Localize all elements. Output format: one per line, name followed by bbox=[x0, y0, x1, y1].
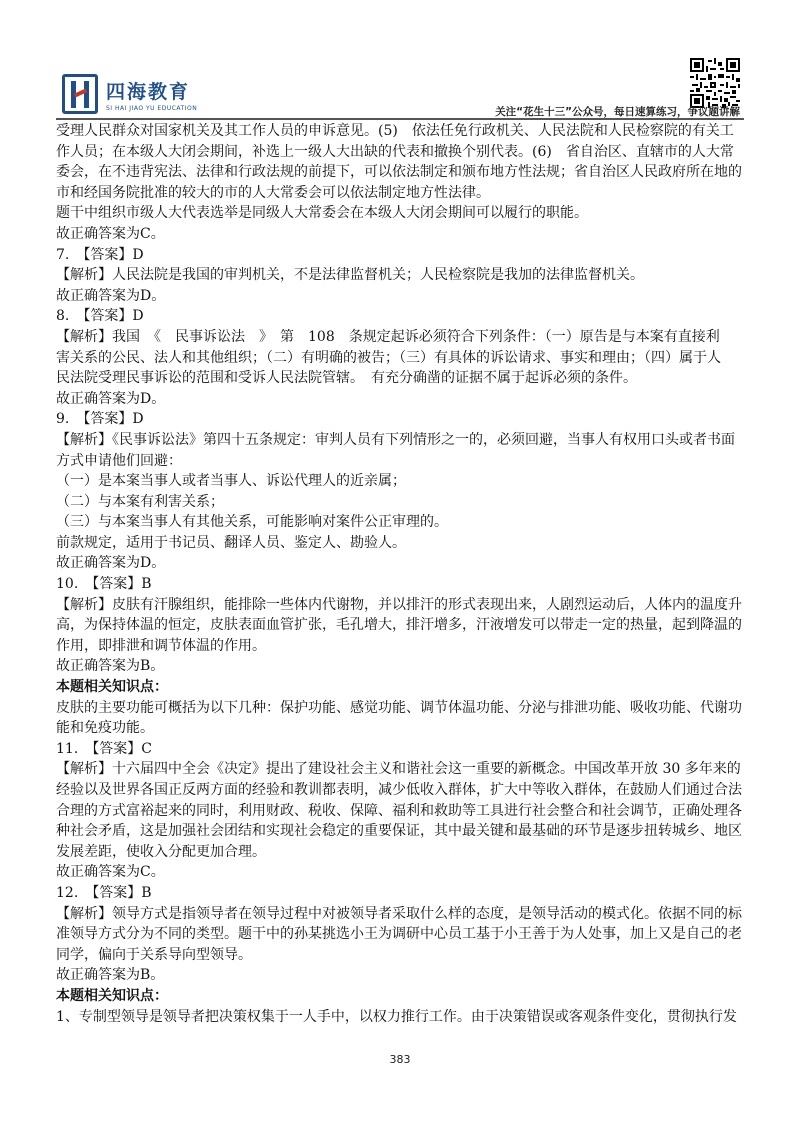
qr-code-icon bbox=[690, 58, 740, 108]
page-number: 383 bbox=[389, 1053, 411, 1066]
text-line: 害关系的公民、法人和其他组织；（二）有明确的被告；（三）有具体的诉讼请求、事实和理由；（四）属于人 bbox=[56, 349, 721, 366]
knowledge-heading: 本题相关知识点： bbox=[56, 987, 168, 1004]
question-answer-heading: 8. 【答案】D bbox=[56, 308, 144, 325]
text-line: 合理的方式富裕起来的同时，利用财政、税收、保障、福利和救助等工具进行社会整合和社会调节，正确处理各 bbox=[56, 802, 742, 819]
answer-line: 故正确答案为B。 bbox=[56, 967, 165, 984]
text-line: 作人员；在本级人大闭会期间，补选上一级人大出缺的代表和撤换个别代表。(6) 省自治区、直辖市的人大常 bbox=[56, 143, 734, 160]
answer-line: 故正确答案为D。 bbox=[56, 555, 166, 572]
text-line: 作用，即排泄和调节体温的作用。 bbox=[56, 637, 266, 654]
analysis-line: 【解析】我国 《 民事诉讼法 》 第 108 条规定起诉必须符合下列条件：（一）原告是与本案有直接利 bbox=[56, 328, 720, 345]
answer-line: 故正确答案为D。 bbox=[56, 287, 166, 304]
header-slogan: 关注“花生十三”公众号，每日速算练习，争议题讲解 bbox=[495, 106, 740, 118]
text-line: 皮肤的主要功能可概括为以下几种：保护功能、感觉功能、调节体温功能、分泌与排泄功能、吸收功能、代谢功 bbox=[56, 699, 742, 716]
question-answer-heading: 9. 【答案】D bbox=[56, 411, 144, 428]
text-line: 1、专制型领导是领导者把决策权集于一人手中，以权力推行工作。由于决策错误或客观条件变化，贯彻执行发 bbox=[56, 1008, 737, 1025]
text-line: 能和免疫功能。 bbox=[56, 720, 154, 737]
text-line: 准领导方式分为不同的类型。题干中的孙某挑选小王为调研中心员工基于小王善于为人处事，加上又是自己的老 bbox=[56, 926, 742, 943]
knowledge-heading: 本题相关知识点： bbox=[56, 679, 168, 696]
answer-line: 故正确答案为B。 bbox=[56, 658, 165, 675]
text-line: 市和经国务院批准的较大的市的人大常委会可以依法制定地方性法律。 bbox=[56, 184, 490, 201]
answer-line: 故正确答案为D。 bbox=[56, 390, 166, 407]
logo-name: 四海教育 bbox=[106, 80, 191, 103]
text-line: 经验以及世界各国正反两方面的经验和教训都表明，减少低收入群体，扩大中等收入群体，在鼓励人们通过合法 bbox=[56, 782, 742, 798]
analysis-line: 【解析】领导方式是指领导者在领导过程中对被领导者采取什么样的态度，是领导活动的模式化。依据不同的标 bbox=[56, 905, 742, 922]
text-line: 题干中组织市级人大代表选举是同级人大常委会在本级人大闭会期间可以履行的职能。 bbox=[56, 205, 588, 222]
text-line: 同学，偏向于关系导向型领导。 bbox=[56, 946, 252, 963]
text-line: （一）是本案当事人或者当事人、诉讼代理人的近亲属； bbox=[56, 473, 406, 490]
text-line: 受理人民群众对国家机关及其工作人员的申诉意见。(5) 依法任免行政机关、人民法院和人民检察院的有关工 bbox=[56, 123, 734, 139]
analysis-line: 【解析】人民法院是我国的审判机关，不是法律监督机关；人民检察院是我加的法律监督机关。 bbox=[56, 267, 644, 284]
header-divider bbox=[56, 118, 744, 120]
logo-mark-icon bbox=[62, 74, 98, 114]
page-header bbox=[0, 0, 800, 118]
text-line: 委会，在不违背宪法、法律和行政法规的前提下，可以依法制定和颁布地方性法规；省自治区人民政府所在地的 bbox=[56, 164, 742, 181]
text-line: 前款规定，适用于书记员、翻译人员、鉴定人、勘验人。 bbox=[56, 534, 406, 551]
analysis-line: 【解析】《民事诉讼法》第四十五条规定：审判人员有下列情形之一的，必须回避，当事人有权用口头或者书面 bbox=[56, 431, 735, 448]
analysis-line: 【解析】十六届四中全会《决定》提出了建设社会主义和谐社会这一重要的新概念。中国改革开放 30 多年来的 bbox=[56, 761, 741, 778]
question-answer-heading: 11. 【答案】C bbox=[56, 740, 152, 757]
question-answer-heading: 7. 【答案】D bbox=[56, 246, 144, 263]
text-line: 高，为保持体温的恒定，皮肤表面血管扩张，毛孔增大，排汗增多，汗液增发可以带走一定的热量，起到降温的 bbox=[56, 617, 742, 634]
question-answer-heading: 10. 【答案】B bbox=[56, 576, 152, 593]
logo-subtitle: SI HAI JIAO YU EDUCATION bbox=[106, 104, 198, 112]
text-line: （二）与本案有利害关系； bbox=[56, 493, 224, 510]
text-line: 发展差距，使收入分配更加合理。 bbox=[56, 843, 266, 860]
question-answer-heading: 12. 【答案】B bbox=[56, 884, 152, 901]
document-body bbox=[56, 121, 746, 1027]
text-line: 民法院受理民事诉讼的范围和受诉人民法院管辖。 有充分确凿的证据不属于起诉必须的条件。 bbox=[56, 370, 637, 387]
answer-line: 故正确答案为C。 bbox=[56, 864, 165, 881]
answer-line: 故正确答案为C。 bbox=[56, 225, 165, 242]
text-line: 方式申请他们回避： bbox=[56, 452, 182, 469]
logo bbox=[62, 74, 197, 114]
text-line: 种社会矛盾，这是加强社会团结和实现社会稳定的重要保证，其中最关键和最基础的环节是逐步扭转城乡、地区 bbox=[56, 823, 742, 840]
text-line: （三）与本案当事人有其他关系，可能影响对案件公正审理的。 bbox=[56, 514, 448, 531]
analysis-line: 【解析】皮肤有汗腺组织，能排除一些体内代谢物，并以排汗的形式表现出来，人剧烈运动后，人体内的温度升 bbox=[56, 596, 742, 613]
